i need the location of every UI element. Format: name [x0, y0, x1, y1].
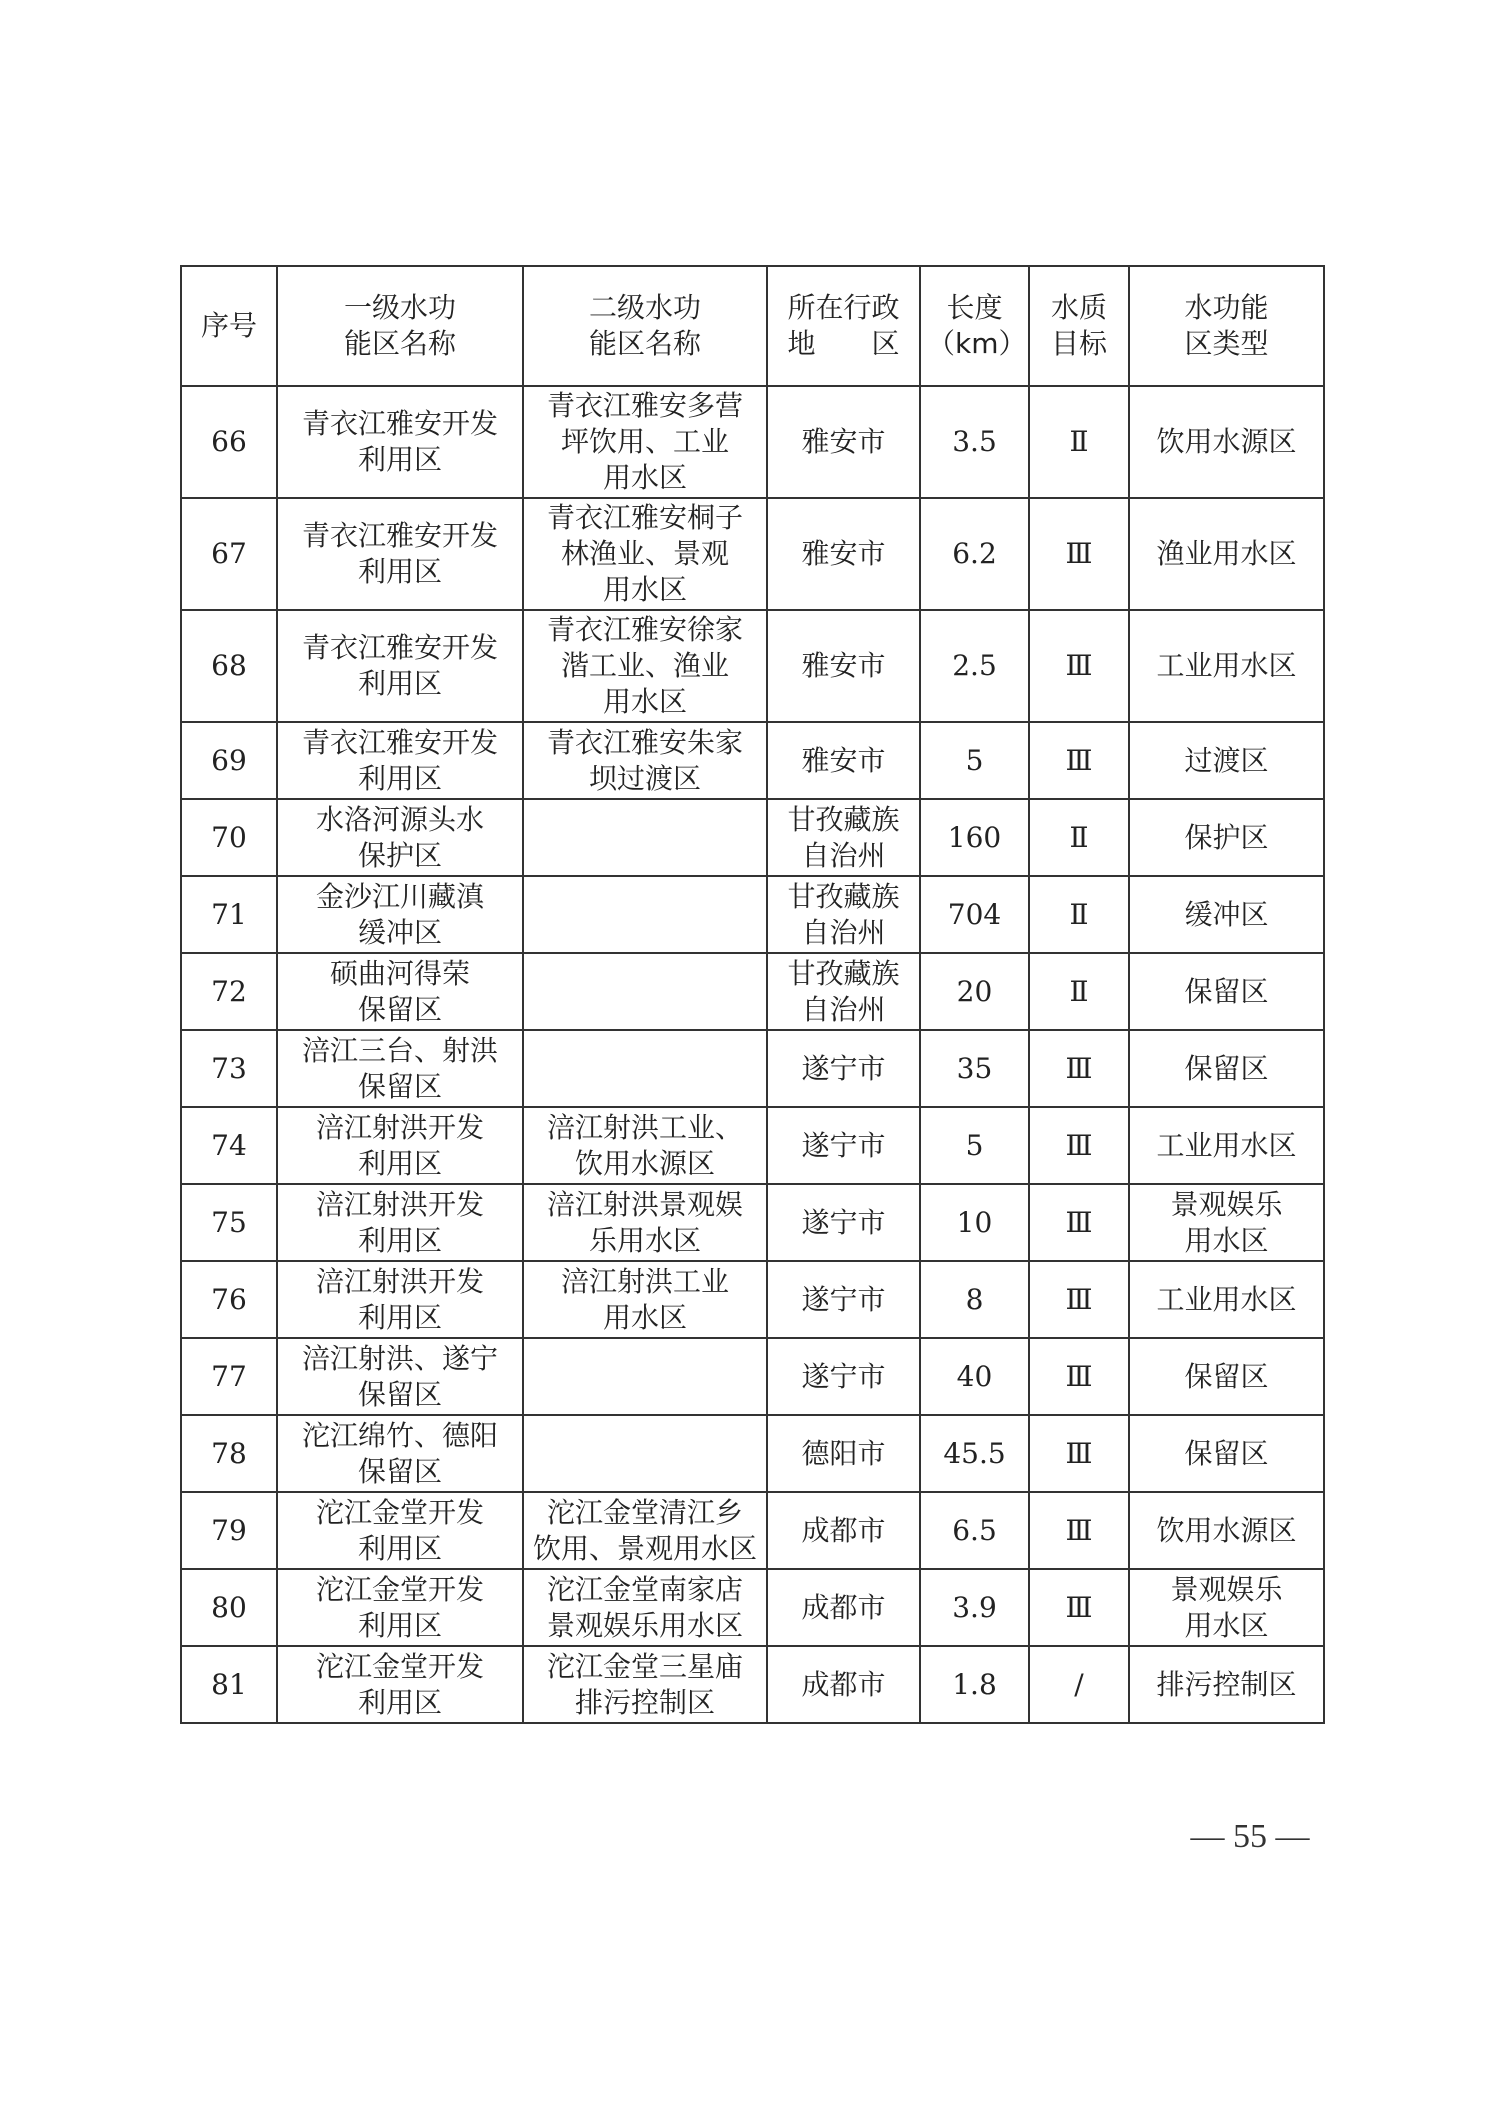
cell-zone-type: 缓冲区 [1129, 876, 1324, 953]
table-row [181, 1184, 1324, 1261]
cell-level1-zone: 硕曲河得荣 保留区 [277, 953, 523, 1030]
cell-serial: 79 [181, 1492, 277, 1569]
cell-water-quality: Ⅲ [1029, 1184, 1129, 1261]
cell-region: 遂宁市 [767, 1184, 920, 1261]
cell-region: 遂宁市 [767, 1107, 920, 1184]
cell-region: 成都市 [767, 1646, 920, 1723]
cell-serial: 71 [181, 876, 277, 953]
cell-level2-zone [523, 876, 767, 953]
cell-water-quality: Ⅲ [1029, 1338, 1129, 1415]
cell-level1-zone: 沱江金堂开发 利用区 [277, 1492, 523, 1569]
cell-water-quality: Ⅲ [1029, 1107, 1129, 1184]
cell-level1-zone: 水洛河源头水 保护区 [277, 799, 523, 876]
cell-serial: 69 [181, 722, 277, 799]
cell-region: 遂宁市 [767, 1338, 920, 1415]
cell-serial: 77 [181, 1338, 277, 1415]
cell-water-quality: / [1029, 1646, 1129, 1723]
table-row [181, 1030, 1324, 1107]
cell-water-quality: Ⅱ [1029, 953, 1129, 1030]
table-row [181, 1107, 1324, 1184]
cell-water-quality: Ⅲ [1029, 1415, 1129, 1492]
table-header-row [181, 266, 1324, 386]
cell-level2-zone: 涪江射洪工业 用水区 [523, 1261, 767, 1338]
cell-serial: 75 [181, 1184, 277, 1261]
cell-level2-zone [523, 1030, 767, 1107]
cell-length: 10 [920, 1184, 1029, 1261]
cell-level2-zone: 青衣江雅安多营 坪饮用、工业 用水区 [523, 386, 767, 498]
cell-level1-zone: 涪江射洪开发 利用区 [277, 1261, 523, 1338]
cell-region: 甘孜藏族 自治州 [767, 799, 920, 876]
cell-zone-type: 保护区 [1129, 799, 1324, 876]
cell-level1-zone: 沱江金堂开发 利用区 [277, 1569, 523, 1646]
cell-level2-zone: 沱江金堂清江乡 饮用、景观用水区 [523, 1492, 767, 1569]
cell-length: 5 [920, 722, 1029, 799]
header-level1-zone: 一级水功 能区名称 [277, 266, 523, 386]
cell-water-quality: Ⅲ [1029, 1261, 1129, 1338]
cell-water-quality: Ⅲ [1029, 498, 1129, 610]
cell-level2-zone [523, 1338, 767, 1415]
cell-water-quality: Ⅲ [1029, 610, 1129, 722]
cell-region: 雅安市 [767, 386, 920, 498]
cell-serial: 78 [181, 1415, 277, 1492]
cell-length: 5 [920, 1107, 1029, 1184]
cell-level1-zone: 涪江射洪、遂宁 保留区 [277, 1338, 523, 1415]
cell-level1-zone: 沱江绵竹、德阳 保留区 [277, 1415, 523, 1492]
cell-serial: 73 [181, 1030, 277, 1107]
cell-length: 6.2 [920, 498, 1029, 610]
cell-serial: 76 [181, 1261, 277, 1338]
table-row [181, 876, 1324, 953]
cell-length: 8 [920, 1261, 1029, 1338]
cell-zone-type: 景观娱乐 用水区 [1129, 1569, 1324, 1646]
cell-serial: 67 [181, 498, 277, 610]
cell-level2-zone: 涪江射洪工业、 饮用水源区 [523, 1107, 767, 1184]
cell-level1-zone: 青衣江雅安开发 利用区 [277, 722, 523, 799]
cell-level2-zone: 青衣江雅安桐子 林渔业、景观 用水区 [523, 498, 767, 610]
cell-zone-type: 工业用水区 [1129, 1107, 1324, 1184]
table-row [181, 1338, 1324, 1415]
cell-level2-zone [523, 1415, 767, 1492]
cell-length: 40 [920, 1338, 1029, 1415]
cell-water-quality: Ⅲ [1029, 1569, 1129, 1646]
cell-region: 雅安市 [767, 610, 920, 722]
cell-length: 20 [920, 953, 1029, 1030]
cell-region: 雅安市 [767, 498, 920, 610]
cell-zone-type: 保留区 [1129, 953, 1324, 1030]
cell-zone-type: 过渡区 [1129, 722, 1324, 799]
cell-serial: 72 [181, 953, 277, 1030]
cell-serial: 70 [181, 799, 277, 876]
cell-zone-type: 景观娱乐 用水区 [1129, 1184, 1324, 1261]
table-row [181, 498, 1324, 610]
header-water-quality: 水质 目标 [1029, 266, 1129, 386]
cell-region: 遂宁市 [767, 1261, 920, 1338]
cell-region: 成都市 [767, 1569, 920, 1646]
header-level2-zone: 二级水功 能区名称 [523, 266, 767, 386]
cell-zone-type: 渔业用水区 [1129, 498, 1324, 610]
cell-level1-zone: 涪江射洪开发 利用区 [277, 1184, 523, 1261]
cell-length: 35 [920, 1030, 1029, 1107]
cell-serial: 80 [181, 1569, 277, 1646]
cell-length: 2.5 [920, 610, 1029, 722]
cell-water-quality: Ⅲ [1029, 1492, 1129, 1569]
table-row [181, 799, 1324, 876]
cell-level1-zone: 青衣江雅安开发 利用区 [277, 610, 523, 722]
cell-water-quality: Ⅱ [1029, 799, 1129, 876]
cell-level2-zone: 青衣江雅安朱家 坝过渡区 [523, 722, 767, 799]
header-serial: 序号 [181, 266, 277, 386]
page-number: — 55 — [1190, 1818, 1310, 1855]
cell-region: 成都市 [767, 1492, 920, 1569]
cell-region: 雅安市 [767, 722, 920, 799]
cell-level2-zone: 沱江金堂三星庙 排污控制区 [523, 1646, 767, 1723]
table-row [181, 953, 1324, 1030]
header-zone-type: 水功能 区类型 [1129, 266, 1324, 386]
table-row [181, 1415, 1324, 1492]
cell-serial: 66 [181, 386, 277, 498]
table-row [181, 1569, 1324, 1646]
cell-level1-zone: 涪江三台、射洪 保留区 [277, 1030, 523, 1107]
cell-zone-type: 保留区 [1129, 1415, 1324, 1492]
cell-water-quality: Ⅲ [1029, 722, 1129, 799]
cell-length: 3.9 [920, 1569, 1029, 1646]
cell-level2-zone: 涪江射洪景观娱 乐用水区 [523, 1184, 767, 1261]
cell-region: 德阳市 [767, 1415, 920, 1492]
cell-region: 甘孜藏族 自治州 [767, 876, 920, 953]
cell-length: 3.5 [920, 386, 1029, 498]
cell-water-quality: Ⅲ [1029, 1030, 1129, 1107]
cell-zone-type: 保留区 [1129, 1338, 1324, 1415]
cell-level1-zone: 青衣江雅安开发 利用区 [277, 386, 523, 498]
cell-zone-type: 保留区 [1129, 1030, 1324, 1107]
cell-level1-zone: 涪江射洪开发 利用区 [277, 1107, 523, 1184]
cell-level2-zone: 青衣江雅安徐家 湝工业、渔业 用水区 [523, 610, 767, 722]
cell-level2-zone: 沱江金堂南家店 景观娱乐用水区 [523, 1569, 767, 1646]
table-row [181, 1492, 1324, 1569]
water-function-zone-table [180, 265, 1325, 1724]
cell-zone-type: 工业用水区 [1129, 1261, 1324, 1338]
cell-water-quality: Ⅱ [1029, 876, 1129, 953]
header-region: 所在行政 地 区 [767, 266, 920, 386]
table-row [181, 386, 1324, 498]
cell-level2-zone [523, 799, 767, 876]
cell-length: 704 [920, 876, 1029, 953]
cell-length: 45.5 [920, 1415, 1029, 1492]
cell-level1-zone: 金沙江川藏滇 缓冲区 [277, 876, 523, 953]
table-row [181, 1646, 1324, 1723]
table-row [181, 722, 1324, 799]
cell-level1-zone: 青衣江雅安开发 利用区 [277, 498, 523, 610]
cell-zone-type: 排污控制区 [1129, 1646, 1324, 1723]
header-length: 长度 （km） [920, 266, 1029, 386]
cell-water-quality: Ⅱ [1029, 386, 1129, 498]
cell-level2-zone [523, 953, 767, 1030]
cell-serial: 81 [181, 1646, 277, 1723]
cell-length: 6.5 [920, 1492, 1029, 1569]
table-row [181, 1261, 1324, 1338]
cell-zone-type: 工业用水区 [1129, 610, 1324, 722]
cell-length: 160 [920, 799, 1029, 876]
cell-serial: 74 [181, 1107, 277, 1184]
cell-length: 1.8 [920, 1646, 1029, 1723]
cell-region: 遂宁市 [767, 1030, 920, 1107]
cell-zone-type: 饮用水源区 [1129, 386, 1324, 498]
cell-level1-zone: 沱江金堂开发 利用区 [277, 1646, 523, 1723]
cell-region: 甘孜藏族 自治州 [767, 953, 920, 1030]
cell-serial: 68 [181, 610, 277, 722]
table-row [181, 610, 1324, 722]
cell-zone-type: 饮用水源区 [1129, 1492, 1324, 1569]
